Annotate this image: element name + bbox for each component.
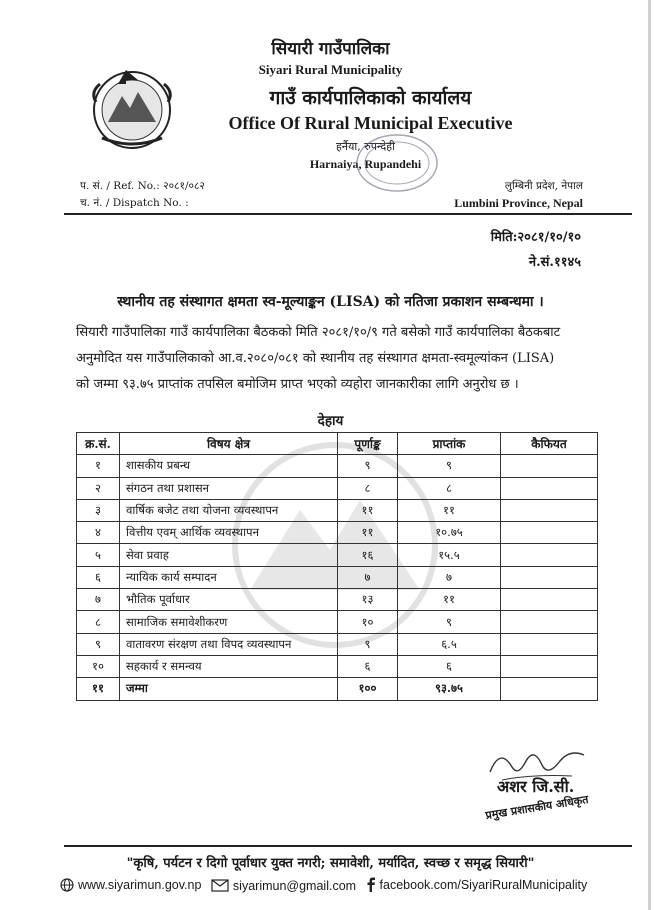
table-row: [77, 522, 598, 544]
office-name-en: Office Of Rural Municipal Executive: [228, 113, 513, 133]
cell-subject-area: शासकीय प्रबन्ध: [120, 455, 338, 477]
body-line-1: सियारी गाउँपालिका गाउँ कार्यपालिका बैठकको मिति २०८१/१०/९ गते बसेको गाउँ कार्यपालिका बैठकबाट: [76, 325, 561, 340]
cell-obtained-marks: ६: [398, 655, 501, 677]
header-sn: क्र.सं.: [77, 433, 120, 455]
cell-full-marks: १००: [338, 678, 398, 700]
header-full-marks: पूर्णाङ्क: [338, 433, 398, 455]
received-stamp: [352, 128, 442, 202]
cell-sn: १: [77, 455, 120, 477]
cell-subject-area: भौतिक पूर्वाधार: [120, 589, 338, 611]
cell-full-marks: ७: [338, 566, 398, 588]
cell-sn: ४: [77, 522, 120, 544]
cell-remarks: [501, 477, 598, 499]
address-np: हर्नैया, रुपन्देही: [336, 140, 395, 153]
cell-subject-area: सेवा प्रवाह: [120, 544, 338, 566]
cell-full-marks: ९: [338, 455, 398, 477]
email-link[interactable]: siyarimun@gmail.com: [232, 878, 357, 893]
table-header-row: [77, 433, 598, 455]
table-row: [77, 633, 598, 655]
email-item[interactable]: [211, 879, 356, 893]
cell-remarks: [501, 522, 598, 544]
cell-subject-area: वार्षिक बजेट तथा योजना व्यवस्थापन: [120, 499, 338, 521]
cell-remarks: [501, 566, 598, 588]
body-line-3: को जम्मा ९३.७५ प्राप्तांक तपसिल बमोजिम प्राप्त भएको व्यहोरा जानकारीका लागि अनुरोध छ ।: [76, 377, 519, 392]
cell-subject-area: संगठन तथा प्रशासन: [120, 477, 338, 499]
table-row: [77, 499, 598, 521]
body-line-2: अनुमोदित यस गाउँपालिकाको आ.व.२०८०/०८१ को स्थानीय तह संस्थागत क्षमता-स्वमूल्यांकन (LISA): [76, 351, 555, 366]
header-divider: [64, 213, 632, 215]
cell-subject-area: सामाजिक समावेशीकरण: [120, 611, 338, 633]
header-subject-area: विषय क्षेत्र: [120, 433, 338, 455]
cell-remarks: [501, 678, 598, 700]
cell-obtained-marks: ९: [398, 611, 501, 633]
facebook-link[interactable]: facebook.com/SiyariRuralMunicipality: [379, 877, 588, 892]
cell-remarks: [501, 655, 598, 677]
cell-full-marks: ११: [338, 522, 398, 544]
page-edge-shadow: [648, 0, 651, 910]
cell-full-marks: १०: [338, 611, 398, 633]
cell-remarks: [501, 499, 598, 521]
nepal-sambat-date: ने.सं.११४५: [528, 255, 581, 270]
footer-slogan: "कृषि, पर्यटन र दिगो पूर्वाधार युक्त नगरी; समावेशी, मर्यादित, स्वच्छ र समृद्ध सियारी": [126, 856, 535, 871]
table-row: [77, 544, 598, 566]
cell-remarks: [501, 611, 598, 633]
cell-obtained-marks: ७: [398, 566, 501, 588]
cell-remarks: [501, 633, 598, 655]
municipality-name-en: Siyari Rural Municipality: [258, 62, 403, 77]
footer-divider: [64, 845, 632, 847]
table-row: [77, 655, 598, 677]
table-row: [77, 455, 598, 477]
letter-body: [76, 320, 596, 398]
letter-date: मिति:२०८१/१०/१०: [490, 230, 581, 245]
cell-full-marks: १३: [338, 589, 398, 611]
cell-sn: १०: [77, 655, 120, 677]
letter-subject: स्थानीय तह संस्थागत क्षमता स्व-मूल्याङ्कन (LISA) को नतिजा प्रकाशन सम्बन्धमा ।: [117, 294, 544, 310]
cell-sn: ५: [77, 544, 120, 566]
cell-sn: ९: [77, 633, 120, 655]
cell-sn: २: [77, 477, 120, 499]
office-name-np: गाउँ कार्यपालिकाको कार्यालय: [269, 87, 472, 109]
cell-obtained-marks: ८: [398, 477, 501, 499]
cell-subject-area: सहकार्य र समन्वय: [120, 655, 338, 677]
footer-contacts: [60, 877, 593, 895]
cell-remarks: [501, 589, 598, 611]
lisa-score-table: [76, 432, 598, 701]
cell-obtained-marks: ९: [398, 455, 501, 477]
cell-remarks: [501, 544, 598, 566]
facebook-item[interactable]: [366, 877, 588, 892]
annex-title: देहाय: [317, 413, 344, 429]
cell-sn: ६: [77, 566, 120, 588]
ref-number: प. सं. / Ref. No.: २०८१/०८२: [80, 180, 205, 192]
cell-sn: ८: [77, 611, 120, 633]
cell-sn: ७: [77, 589, 120, 611]
cell-subject-area: वित्तीय एवम् आर्थिक व्यवस्थापन: [120, 522, 338, 544]
cell-obtained-marks: ९३.७५: [398, 678, 501, 700]
globe-icon: [60, 878, 74, 892]
cell-obtained-marks: ६.५: [398, 633, 501, 655]
cell-sn: ३: [77, 499, 120, 521]
cell-remarks: [501, 455, 598, 477]
cell-obtained-marks: १५.५: [398, 544, 501, 566]
website-link[interactable]: www.siyarimun.gov.np: [78, 878, 202, 892]
website-item[interactable]: [60, 878, 201, 892]
signatory-title: प्रमुख प्रशासकीय अधिकृत: [484, 792, 590, 823]
table-row: [77, 611, 598, 633]
province-en: Lumbini Province, Nepal: [454, 196, 583, 210]
cell-full-marks: ८: [338, 477, 398, 499]
municipality-name-np: सियारी गाउँपालिका: [271, 39, 390, 59]
header-obtained-marks: प्राप्तांक: [398, 433, 501, 455]
cell-subject-area: जम्मा: [120, 678, 338, 700]
signatory-name: अशर जि.सी.: [497, 777, 575, 796]
cell-full-marks: ६: [338, 655, 398, 677]
cell-obtained-marks: ११: [398, 499, 501, 521]
mail-icon: [211, 879, 229, 892]
province-np: लुम्बिनी प्रदेश, नेपाल: [504, 180, 583, 192]
cell-full-marks: १६: [338, 544, 398, 566]
cell-obtained-marks: १०.७५: [398, 522, 501, 544]
cell-sn: ११: [77, 678, 120, 700]
cell-subject-area: न्यायिक कार्य सम्पादन: [120, 566, 338, 588]
cell-subject-area: वातावरण संरक्षण तथा विपद व्यवस्थापन: [120, 633, 338, 655]
table-row: [77, 477, 598, 499]
table-row: [77, 566, 598, 588]
table-total-row: [77, 678, 598, 700]
cell-full-marks: ९: [338, 633, 398, 655]
cell-full-marks: ११: [338, 499, 398, 521]
dispatch-number: च. नं. / Dispatch No. :: [80, 197, 189, 209]
header-remarks: कैफियत: [501, 433, 598, 455]
cell-obtained-marks: ११: [398, 589, 501, 611]
facebook-icon: [366, 877, 376, 892]
table-row: [77, 589, 598, 611]
address-en: Harnaiya, Rupandehi: [309, 157, 422, 171]
